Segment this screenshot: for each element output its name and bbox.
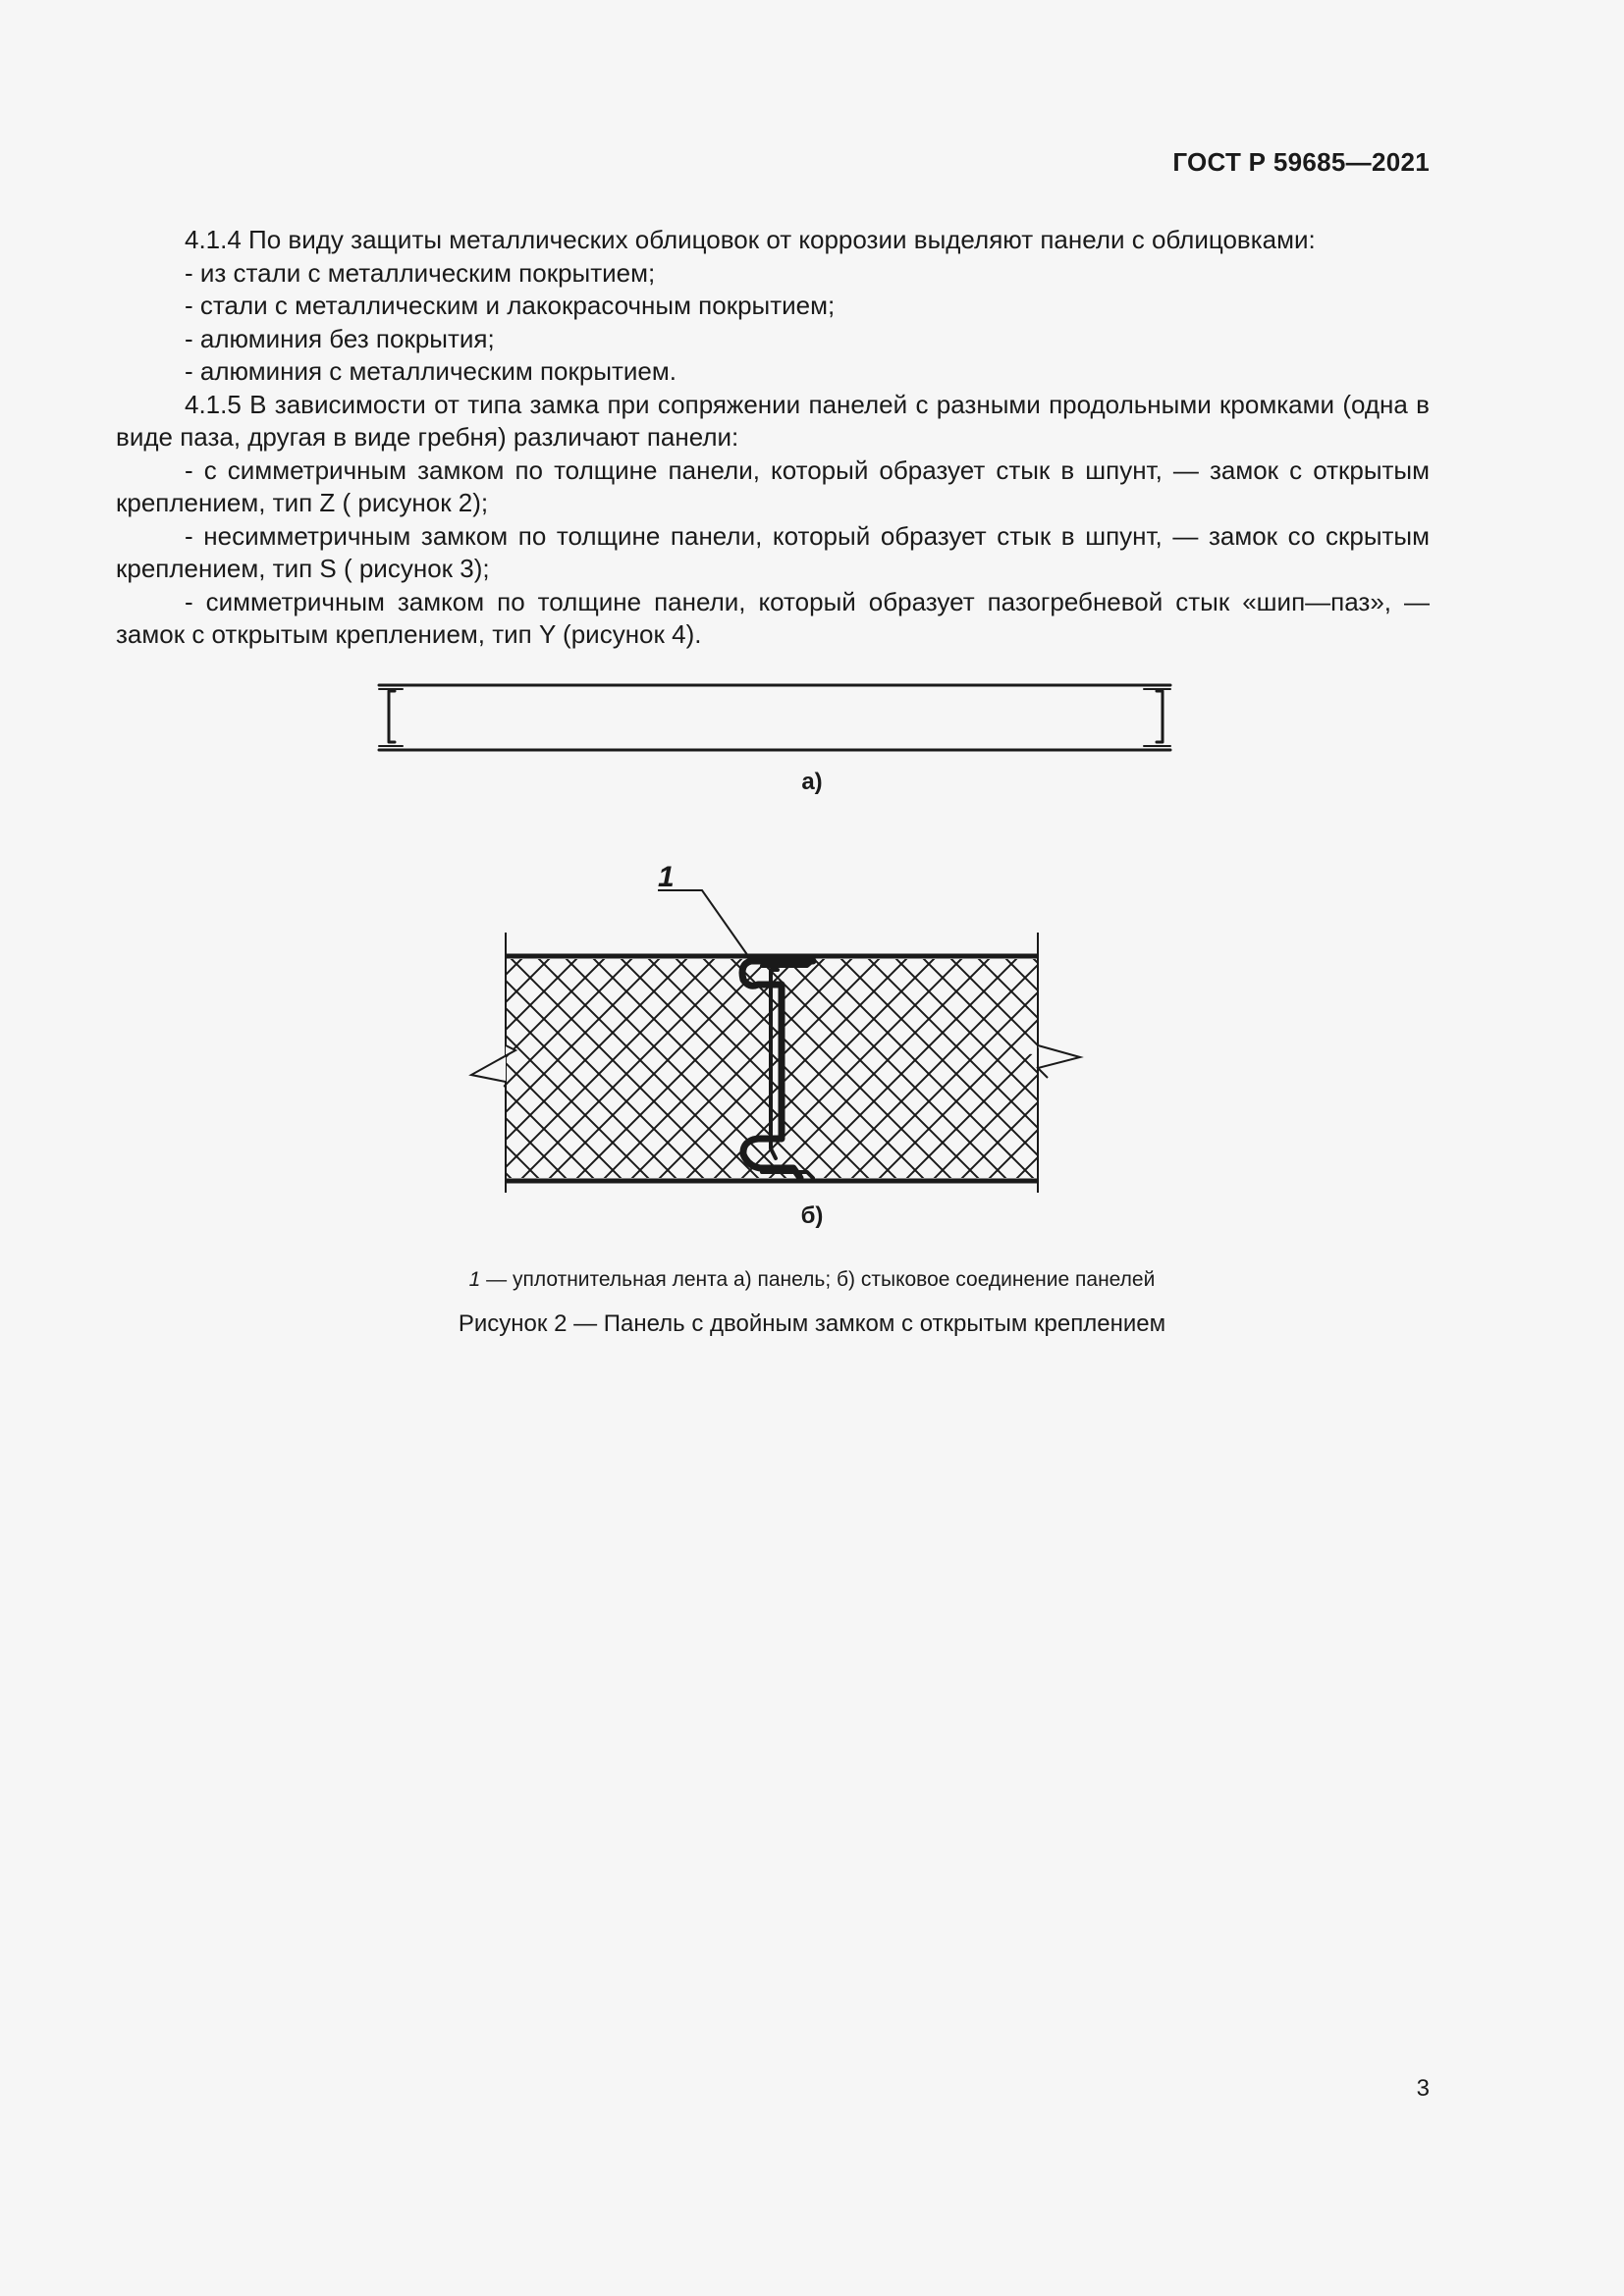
list-item: - алюминия без покрытия; [185, 323, 495, 353]
section-4-1-5-intro: 4.1.5 В зависимости от типа замка при сопряжении панелей с разными продольными кромками (одна в виде паза, другая в виде гребня) различают панели: [116, 389, 1430, 452]
figure-sublabel-b: б) [800, 1202, 824, 1229]
figure-caption: Рисунок 2 — Панель с двойным замком с открытым креплением [458, 1310, 1166, 1337]
list-item: - несимметричным замком по толщине панели, который образует стык в шпунт, — замок со скрытым креплением, тип S ( рисунок 3); [116, 520, 1430, 583]
panel-drawing [373, 677, 1178, 756]
list-item: - алюминия с металлическим покрытием. [185, 356, 677, 386]
list-item: - с симметричным замком по толщине панели, который образует стык в шпунт, — замок с открытым креплением, тип Z ( рисунок 2); [116, 454, 1430, 517]
joint-section-drawing [461, 854, 1090, 1207]
figure-legend [0, 1268, 1624, 1292]
document-code: ГОСТ Р 59685—2021 [1172, 147, 1430, 177]
section-4-1-4-intro: 4.1.4 По виду защиты металлических облицовок от коррозии выделяют панели с облицовками: [185, 225, 1316, 254]
list-item: - из стали с металлическим покрытием; [185, 257, 656, 288]
page-number: 3 [1416, 2075, 1430, 2102]
body-text [116, 224, 1430, 652]
list-item: - симметричным замком по толщине панели, который образует пазогребневой стык «шип—паз», — замок с открытым креплением, тип Y (рисунок 4). [116, 586, 1430, 649]
legend-number: 1 [468, 1268, 481, 1291]
legend-text: — уплотнительная лента а) панель; б) стыковое соединение панелей [480, 1268, 1156, 1291]
callout-number: 1 [658, 861, 675, 893]
list-item: - стали с металлическим и лакокрасочным покрытием; [185, 291, 836, 320]
figure-sublabel-a: а) [801, 769, 823, 795]
